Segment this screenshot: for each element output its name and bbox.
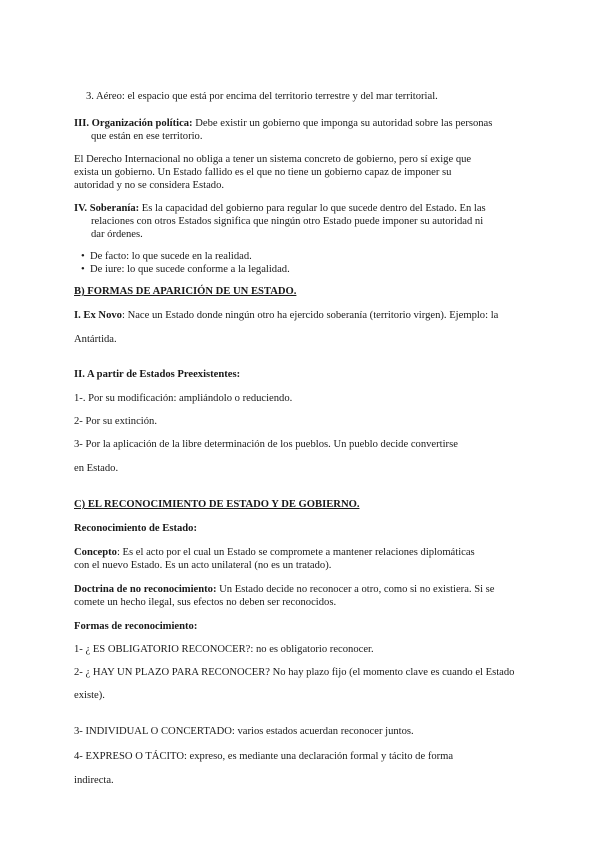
list-item: 2- ¿ HAY UN PLAZO PARA RECONOCER? No hay plazo fijo (el momento clave es cuando el Estado [74, 667, 515, 678]
aereo-item: 3. Aéreo: el espacio que está por encima del territorio terrestre y del mar territorial. [86, 91, 438, 102]
doctrina-line [74, 583, 495, 596]
text-span: : Es el acto por el cual un Estado se compromete a mantener relaciones diplomáticas [116, 547, 475, 558]
bold-term: Concepto [74, 547, 117, 558]
subsection-heading: II. A partir de Estados Preexistentes: [74, 369, 241, 380]
soberania-heading [74, 202, 486, 215]
paragraph-line: existe). [74, 690, 105, 701]
text-span: Es la capacidad del gobierno para regular lo que sucede dentro del Estado. En las [139, 203, 486, 214]
text-span: : Nace un Estado donde ningún otro ha ejercido soberanía (territorio virgen). Ejemplo: la [121, 310, 499, 321]
list-item: 1- ¿ ES OBLIGATORIO RECONOCER?: no es obligatorio reconocer. [74, 644, 374, 655]
subsection-heading: Reconocimiento de Estado: [74, 523, 197, 534]
section-heading-c: C) EL RECONOCIMIENTO DE ESTADO Y DE GOBIERNO. [74, 499, 360, 510]
bold-term: III. Organización política: [74, 118, 193, 129]
ex-novo-line [74, 309, 498, 322]
text-span: Un Estado decide no reconocer a otro, como si no existiera. Si se [216, 584, 495, 595]
list-item: 1-. Por su modificación: ampliándolo o reduciendo. [74, 393, 293, 404]
section-heading-b: B) FORMAS DE APARICIÓN DE UN ESTADO. [74, 286, 297, 297]
paragraph-line: relaciones con otros Estados significa que ningún otro Estado puede imponer su autoridad ni [91, 216, 484, 227]
list-item: • De iure: lo que sucede conforme a la legalidad. [90, 263, 290, 276]
bold-term: Doctrina de no reconocimiento: [74, 584, 217, 595]
paragraph-line: Antártida. [74, 334, 117, 345]
paragraph-line: exista un gobierno. Un Estado fallido es el que no tiene un gobierno capaz de imponer su [74, 167, 452, 178]
bold-term: I. Ex Novo [74, 310, 122, 321]
paragraph-line: indirecta. [74, 775, 114, 786]
text-span: Debe existir un gobierno que imponga su autoridad sobre las personas [192, 118, 493, 129]
paragraph-line: comete un hecho ilegal, sus efectos no deben ser reconocidos. [74, 597, 337, 608]
subsection-heading: Formas de reconocimiento: [74, 621, 198, 632]
paragraph-line: El Derecho Internacional no obliga a tener un sistema concreto de gobierno, pero sí exige que [74, 154, 472, 165]
organizacion-politica-heading [74, 117, 492, 130]
concepto-line [74, 546, 475, 559]
list-item: 3- INDIVIDUAL O CONCERTADO: varios estados acuerdan reconocer juntos. [74, 726, 414, 737]
paragraph-line: autoridad y no se considera Estado. [74, 180, 225, 191]
paragraph-line: que están en ese territorio. [91, 131, 203, 142]
list-item: • De facto: lo que sucede en la realidad. [90, 250, 252, 263]
list-item: 4- EXPRESO O TÁCITO: expreso, es mediante una declaración formal y tácito de forma [74, 751, 454, 762]
paragraph-line: dar órdenes. [91, 229, 143, 240]
paragraph-line: con el nuevo Estado. Es un acto unilateral (no es un tratado). [74, 560, 332, 571]
list-item: 2- Por su extinción. [74, 416, 157, 427]
paragraph-line: en Estado. [74, 463, 119, 474]
bold-term: IV. Soberanía: [74, 203, 140, 214]
list-item: 3- Por la aplicación de la libre determinación de los pueblos. Un pueblo decide convertirse [74, 439, 458, 450]
